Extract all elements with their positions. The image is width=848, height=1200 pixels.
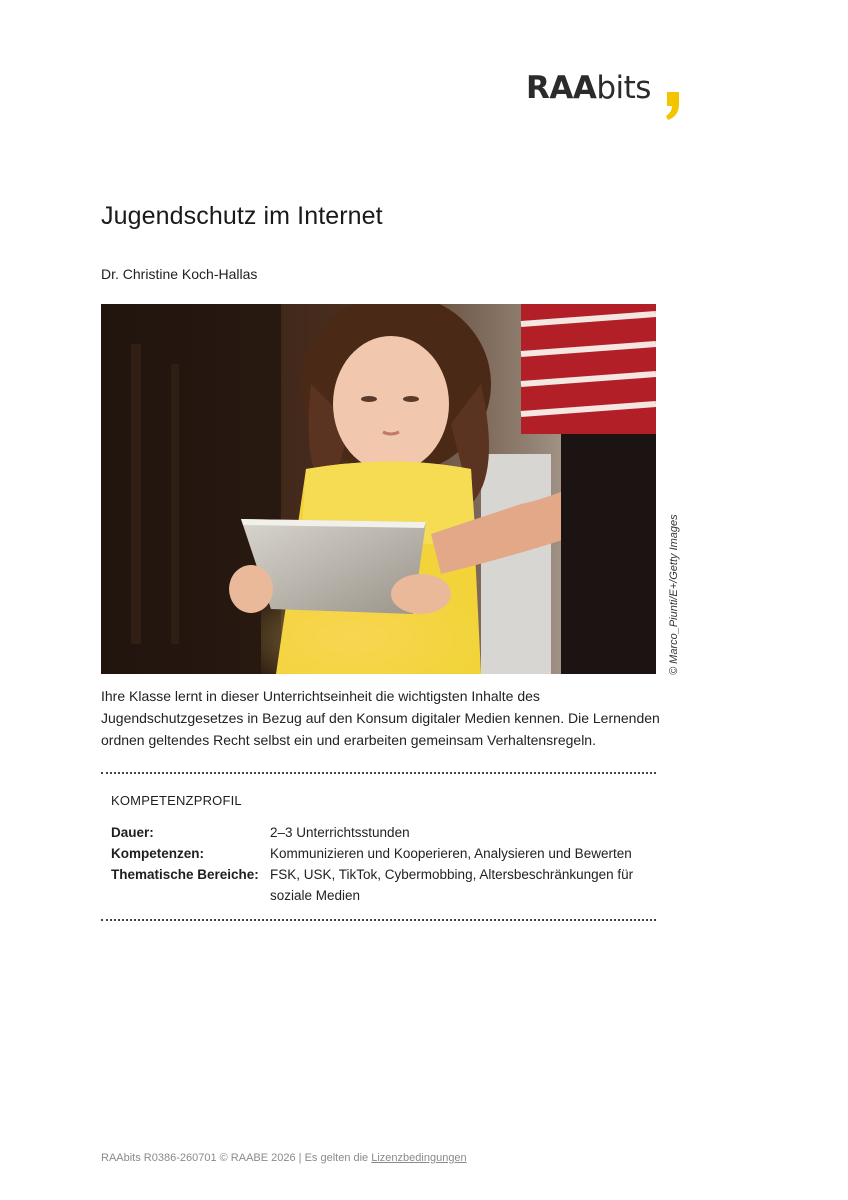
kompetenzprofil-heading: KOMPETENZPROFIL: [111, 793, 242, 808]
profile-label: Dauer:: [111, 825, 154, 840]
footer: [101, 1152, 467, 1164]
author-name: Dr. Christine Koch-Hallas: [101, 266, 258, 282]
logo-comma-icon: [664, 86, 682, 122]
footer-text: RAAbits R0386-260701 © RAABE 2026 | Es gelten die: [101, 1152, 372, 1164]
raabits-logo: [526, 70, 651, 122]
cover-photo: [101, 304, 656, 674]
profile-label: Kompetenzen:: [111, 846, 205, 861]
logo-bold-text: RAA: [526, 70, 597, 106]
profile-value: 2–3 Unterrichtsstunden: [270, 825, 410, 840]
logo-regular-text: bits: [596, 70, 651, 106]
page-title: Jugendschutz im Internet: [101, 202, 383, 230]
profile-label: Thematische Bereiche:: [111, 867, 259, 882]
license-link[interactable]: Lizenzbedingungen: [371, 1152, 467, 1164]
profile-value: Kommunizieren und Kooperieren, Analysieren und Bewerten: [270, 846, 632, 861]
photo-credit: © Marco_Piunti/E+/Getty Images: [668, 514, 680, 675]
photo-girl-with-tablet: [101, 304, 656, 674]
divider-bottom: [101, 919, 656, 921]
profile-value: FSK, USK, TikTok, Cybermobbing, Altersbeschränkungen für soziale Medien: [270, 867, 634, 903]
divider-top: [101, 772, 656, 774]
intro-text: Ihre Klasse lernt in dieser Unterrichtseinheit die wichtigsten Inhalte des Jugendschutzgesetzes in Bezug auf den Konsum digitaler Medien kennen. Die Lernenden ordnen geltendes Recht selbst ein und erarbeiten gemeinsam Verhaltensregeln.: [101, 688, 660, 748]
